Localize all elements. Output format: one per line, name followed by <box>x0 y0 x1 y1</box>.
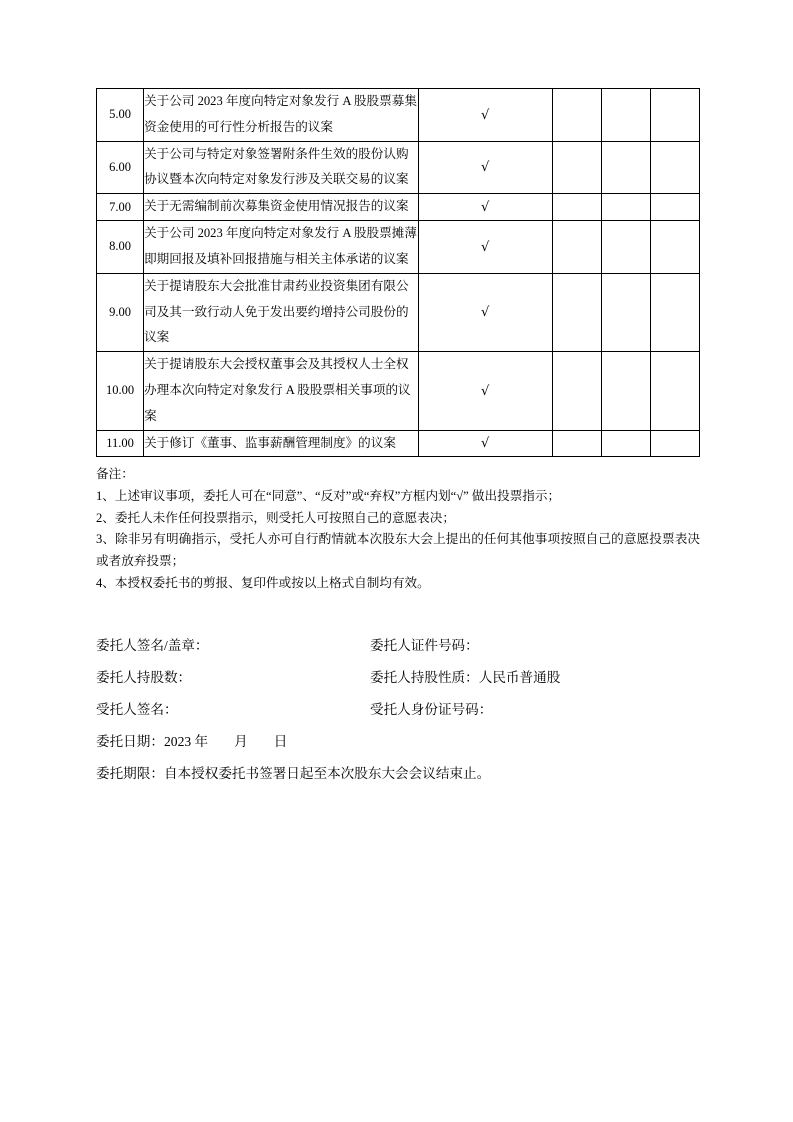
entrust-term-value: 自本授权委托书签署日起至本次股东大会会议结束止。 <box>163 766 491 782</box>
vote-box-agree[interactable] <box>552 141 601 194</box>
table-row <box>97 352 700 430</box>
signature-row-term <box>96 758 700 790</box>
table-row <box>97 141 700 194</box>
table-row <box>97 221 700 274</box>
proposal-title: 关于公司 2023 年度向特定对象发行 A 股股票募集资金使用的可行性分析报告的议案 <box>144 89 418 142</box>
vote-box-against[interactable] <box>601 430 650 457</box>
entrust-date <box>96 726 700 758</box>
signature-row-shares <box>96 662 700 694</box>
proposal-vote-mark <box>418 141 552 194</box>
note-item-2: 2、委托人未作任何投票指示，则受托人可按照自己的意愿表决； <box>96 510 455 525</box>
proposal-number: 8.00 <box>97 221 144 274</box>
entrust-date-month: 月 <box>234 734 248 750</box>
vote-box-abstain[interactable] <box>650 141 699 194</box>
proposal-number: 7.00 <box>97 194 144 221</box>
proposal-vote-mark <box>418 430 552 457</box>
signature-section <box>96 630 700 790</box>
proposal-vote-mark <box>418 89 552 142</box>
check-icon: √ <box>480 436 490 452</box>
table-row <box>97 89 700 142</box>
vote-box-abstain[interactable] <box>650 194 699 221</box>
proposal-number: 9.00 <box>97 273 144 351</box>
vote-box-abstain[interactable] <box>650 273 699 351</box>
check-icon: √ <box>480 107 490 123</box>
signature-row-trustee <box>96 694 700 726</box>
proposal-vote-mark <box>418 352 552 430</box>
vote-box-agree[interactable] <box>552 273 601 351</box>
proposal-number: 10.00 <box>97 352 144 430</box>
vote-box-abstain[interactable] <box>650 430 699 457</box>
notes-section <box>96 464 700 594</box>
vote-box-against[interactable] <box>601 221 650 274</box>
proposal-title: 关于无需编制前次募集资金使用情况报告的议案 <box>144 194 418 221</box>
note-item-1: 1、上述审议事项，委托人可在“同意”、“反对”或“弃权”方框内划“√” 做出投票指示； <box>96 489 561 504</box>
proposal-title: 关于提请股东大会授权董事会及其授权人士全权办理本次向特定对象发行 A 股股票相关事项的议案 <box>144 352 418 430</box>
vote-box-agree[interactable] <box>552 430 601 457</box>
principal-name-label: 委托人签名/盖章： <box>96 638 209 654</box>
proposal-number: 5.00 <box>97 89 144 142</box>
vote-box-agree[interactable] <box>552 89 601 142</box>
note-item-3: 3、除非另有明确指示，受托人亦可自行酌情就本次股东大会上提出的任何其他事项按照自己的意愿投票表决或者放弃投票； <box>96 532 700 568</box>
principal-shares-label: 委托人持股数： <box>96 670 192 686</box>
table-row <box>97 273 700 351</box>
proposal-title: 关于公司 2023 年度向特定对象发行 A 股股票摊薄即期回报及填补回报措施与相关主体承诺的议案 <box>144 221 418 274</box>
trustee-name-label: 受托人签名： <box>96 702 178 718</box>
vote-box-abstain[interactable] <box>650 89 699 142</box>
entrust-term <box>96 758 700 790</box>
vote-box-agree[interactable] <box>552 352 601 430</box>
principal-share-type-value: 人民币普通股 <box>478 670 561 686</box>
check-icon: √ <box>480 200 490 216</box>
principal-share-type <box>370 662 700 694</box>
vote-box-abstain[interactable] <box>650 352 699 430</box>
principal-id-label: 委托人证件号码： <box>370 638 479 654</box>
vote-box-against[interactable] <box>601 352 650 430</box>
trustee-id-label: 受托人身份证号码： <box>370 702 493 718</box>
proposal-title: 关于修订《董事、监事薪酬管理制度》的议案 <box>144 430 418 457</box>
principal-share-type-label: 委托人持股性质： <box>370 670 479 686</box>
vote-box-against[interactable] <box>601 273 650 351</box>
proposal-vote-mark <box>418 194 552 221</box>
check-icon: √ <box>480 160 490 176</box>
notes-heading: 备注： <box>96 467 134 482</box>
proposal-vote-mark <box>418 273 552 351</box>
entrust-date-day: 日 <box>273 734 288 750</box>
signature-row-name <box>96 630 700 662</box>
check-icon: √ <box>480 305 490 321</box>
proposal-title: 关于提请股东大会批准甘肃药业投资集团有限公司及其一致行动人免于发出要约增持公司股份的议案 <box>144 273 418 351</box>
check-icon: √ <box>480 239 490 255</box>
vote-box-agree[interactable] <box>552 221 601 274</box>
proposal-title: 关于公司与特定对象签署附条件生效的股份认购协议暨本次向特定对象发行涉及关联交易的议案 <box>144 141 418 194</box>
proposal-vote-mark <box>418 221 552 274</box>
proposal-number: 11.00 <box>97 430 144 457</box>
proposals-table <box>96 88 700 457</box>
vote-box-against[interactable] <box>601 89 650 142</box>
check-icon: √ <box>480 383 490 399</box>
entrust-date-label: 委托日期： <box>96 734 164 750</box>
table-row <box>97 194 700 221</box>
page-content <box>96 88 700 790</box>
vote-box-against[interactable] <box>601 141 650 194</box>
vote-box-agree[interactable] <box>552 194 601 221</box>
vote-box-against[interactable] <box>601 194 650 221</box>
table-row <box>97 430 700 457</box>
proposal-number: 6.00 <box>97 141 144 194</box>
note-item-4: 4、本授权委托书的剪报、复印件或按以上格式自制均有效。 <box>96 575 430 590</box>
signature-row-date <box>96 726 700 758</box>
entrust-date-value: 2023 年 <box>163 734 209 750</box>
entrust-term-label: 委托期限： <box>96 766 164 782</box>
vote-box-abstain[interactable] <box>650 221 699 274</box>
